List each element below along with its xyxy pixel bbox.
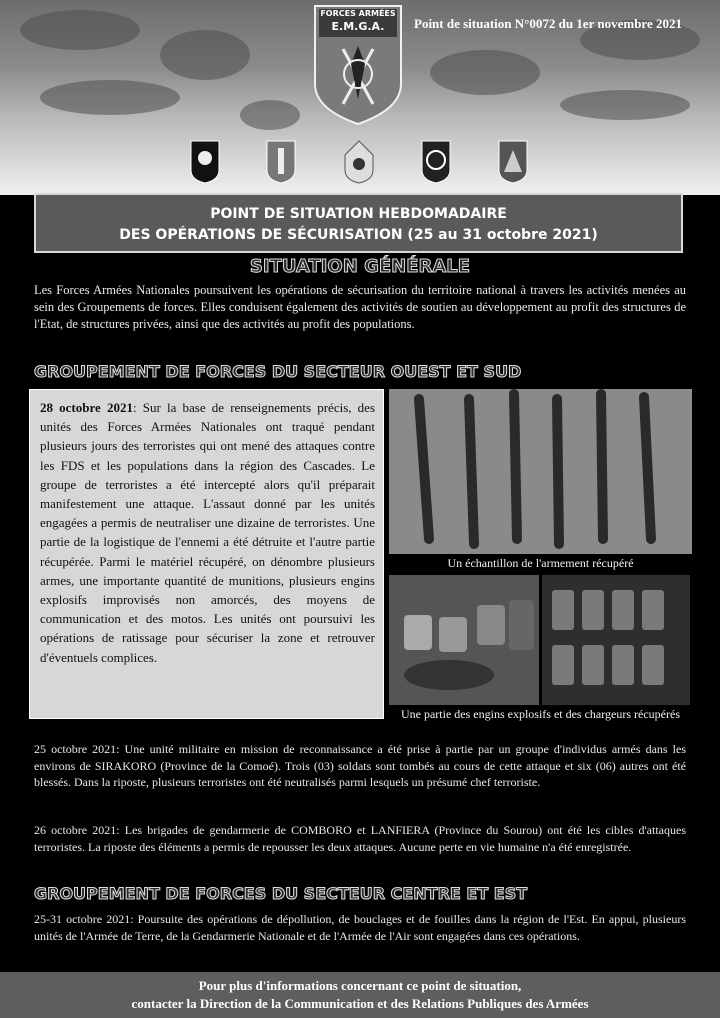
- event-oct26-text: 26 octobre 2021: Les brigades de gendarmerie de COMBORO et LANFIERA (Province du Sourou) ont été les cibles d'attaques terroristes. La riposte des éléments a permis de repousser les deux attaques. Aucune perte en vie humaine n'a été enregistrée.: [34, 823, 686, 854]
- emblem-top-text: FORCES ARMÉES: [320, 9, 396, 18]
- magazines-photo: [542, 575, 690, 705]
- report-title-line1: POINT DE SITUATION HEBDOMADAIRE: [210, 206, 507, 222]
- footer-line2: contacter la Direction de la Communication et des Relations Publiques des Armées: [131, 996, 589, 1011]
- camouflage-banner: [0, 0, 720, 195]
- event-oct25-text: 25 octobre 2021: Une unité militaire en mission de reconnaissance a été prise à partie par un groupe d'individus armés dans les environs de SIRAKORO (Province de la Comoé). Trois (03) soldats sont tombés au cours de cette attaque et six (06) autres ont été blessés. Dans la riposte, plusieurs terroristes ont été neutralisés parmi lesquels un présumé chef terroriste.: [34, 742, 686, 789]
- special-forces-insignia-icon: [498, 140, 528, 184]
- gendarmerie-insignia-icon: [266, 140, 296, 184]
- army-insignia-icon: [190, 140, 220, 184]
- report-title-line2: DES OPÉRATIONS DE SÉCURISATION (25 au 31 octobre 2021): [119, 227, 598, 243]
- centre-east-text: 25-31 octobre 2021: Poursuite des opérations de dépollution, de bouclages et de fouilles dans la région de l'Est. En appui, plusieurs unités de l'Armée de Terre, de la Gendarmerie Nationale et de l'Armée de l'Air sont engagées dans ces opérations.: [34, 912, 686, 943]
- explosives-photo: [389, 575, 539, 705]
- weapons-caption: Un échantillon de l'armement récupéré: [447, 556, 634, 570]
- west-south-heading: GROUPEMENT DE FORCES DU SECTEUR OUEST ET SUD: [34, 362, 522, 381]
- national-guard-insignia-icon: [344, 140, 374, 184]
- centre-east-heading: GROUPEMENT DE FORCES DU SECTEUR CENTRE ET EST: [34, 884, 528, 903]
- emblem-name-text: E.M.G.A.: [331, 20, 385, 33]
- highlight-box: [29, 389, 384, 719]
- explosives-caption: Une partie des engins explosifs et des chargeurs récupérés: [400, 707, 680, 721]
- highlight-text: : Sur la base de renseignements précis, des unités des Forces Armées Nationales ont traqué pendant plusieurs jours des terroristes qui ont mené des attaques contre les FDS et les populations dans la région des Cascades. Le groupe de terroristes a été intercepté alors qu'il préparait manifestement une attaque. L'assaut donné par les unités engagées a permis de neutraliser une dizaine de terroristes. Une partie de la logistique de l'ennemi a été détruite et l'autre partie récupérée. Parmi le matériel récupéré, on dénombre plusieurs armes, une importante quantité de munitions, plusieurs engins explosifs improvisés non amorcés, des moyens de communication et des motos. Les unités ont poursuivi les opérations de ratissage pour sécuriser la zone et retrouver d'éventuels complices.: [40, 400, 376, 665]
- air-force-insignia-icon: [421, 140, 451, 184]
- situation-reference: Point de situation N°0072 du 1er novembre 2021: [414, 16, 682, 31]
- general-situation-heading: SITUATION GÉNÉRALE: [249, 256, 471, 277]
- footer-line1: Pour plus d'informations concernant ce point de situation,: [198, 978, 522, 993]
- contact-footer: [0, 972, 720, 1018]
- report-title-box: [34, 193, 683, 253]
- highlight-date: 28 octobre 2021: [40, 400, 133, 415]
- weapons-photo: [389, 389, 692, 554]
- general-situation-text: Les Forces Armées Nationales poursuivent les opérations de sécurisation du territoire national à travers les activités menées au sein des Groupements de forces. Elles conduisent également des activités de soutien au développement au profit des structures de l'Etat, de structures privées, ainsi que des activités au profit des populations.: [34, 283, 686, 331]
